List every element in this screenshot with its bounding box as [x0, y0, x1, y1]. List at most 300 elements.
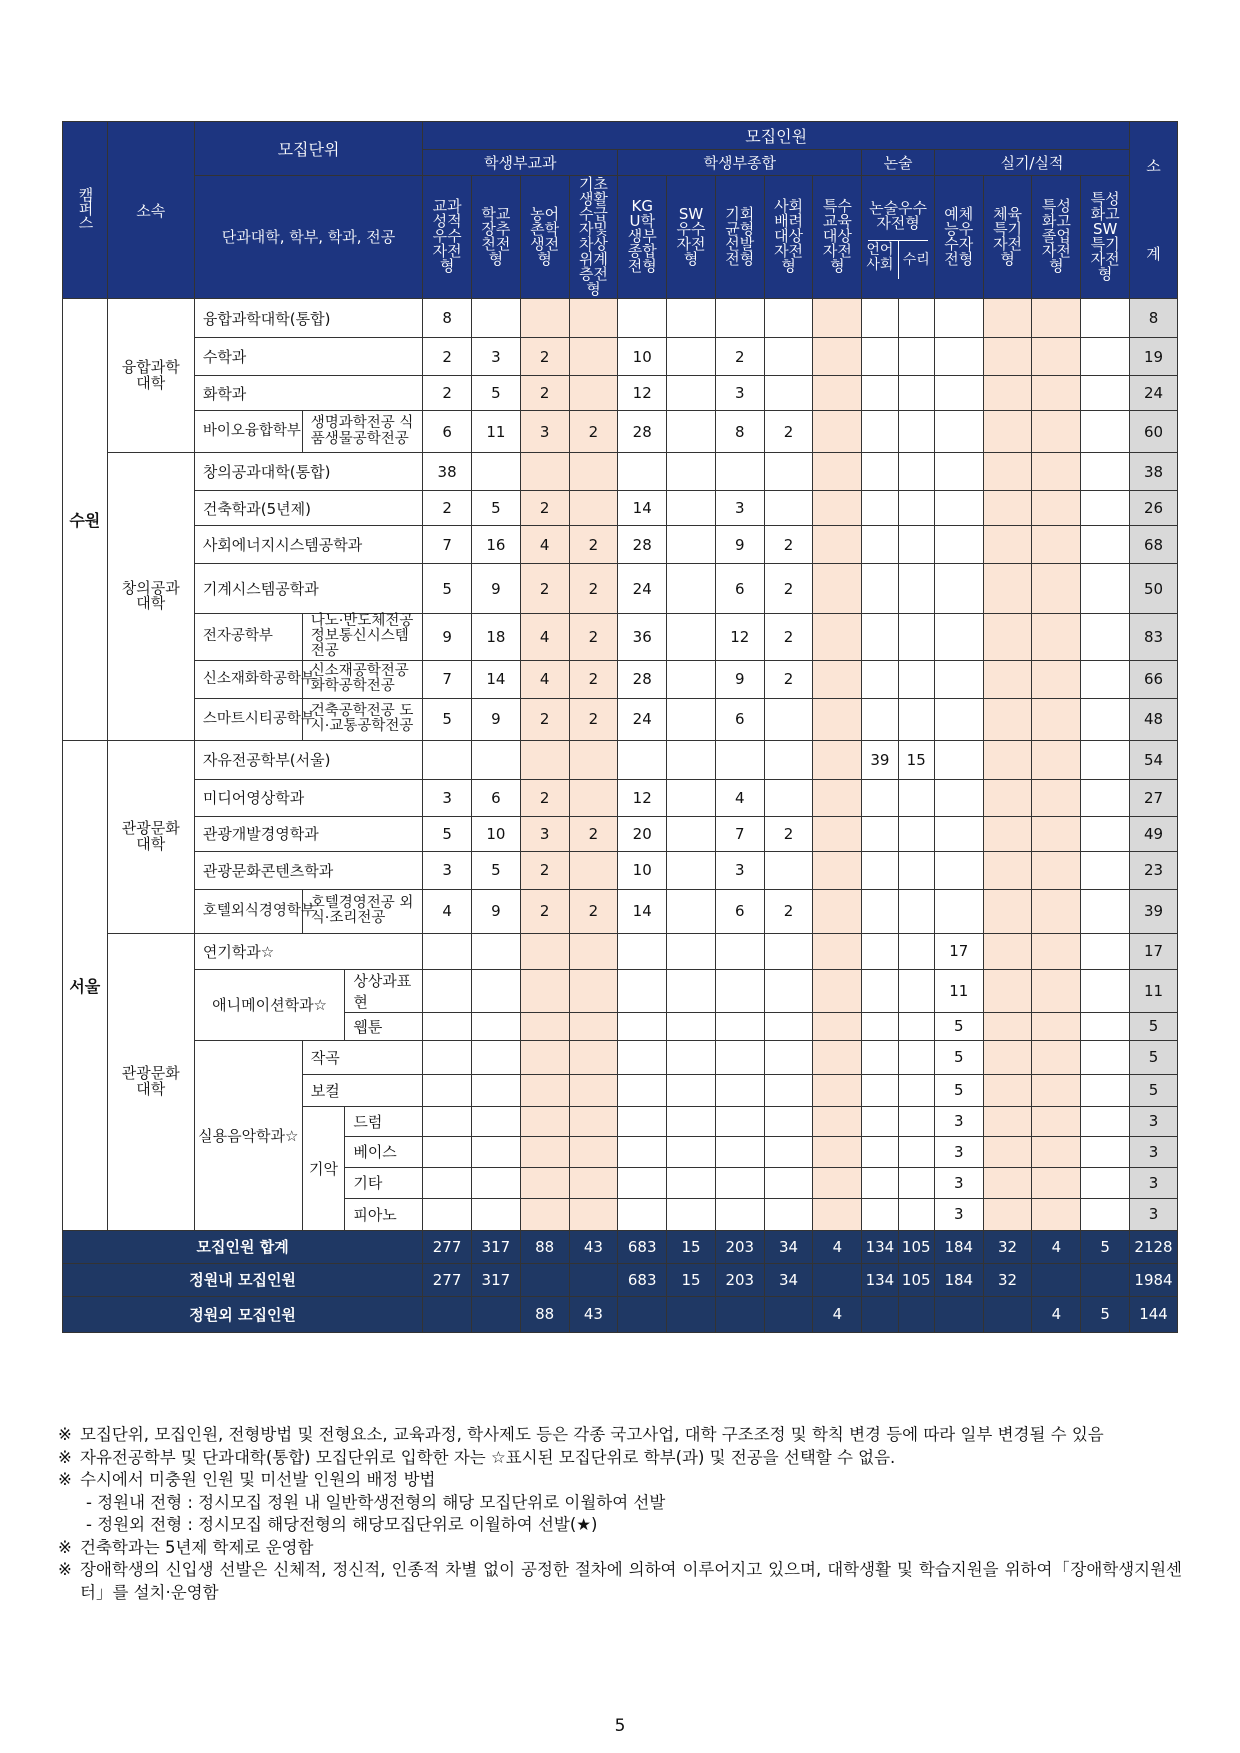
value-cell — [813, 491, 862, 526]
value-cell: 8 — [423, 299, 472, 338]
value-cell — [862, 969, 898, 1012]
value-cell — [667, 889, 716, 933]
table-row — [63, 698, 1178, 740]
value-cell — [813, 411, 862, 453]
notes-section — [58, 1424, 1182, 1604]
header-col-5-text: KGU학생부종합전형 — [627, 197, 657, 276]
value-cell — [1081, 1136, 1130, 1167]
header-col-7-text: 기회균형선발전형 — [725, 204, 755, 268]
value-cell — [667, 1074, 716, 1106]
value-cell: 28 — [618, 660, 667, 698]
note-item — [58, 1492, 1182, 1515]
value-cell — [862, 660, 898, 698]
value-cell: 3 — [934, 1198, 983, 1230]
value-cell — [618, 1012, 667, 1040]
value-cell — [471, 299, 520, 338]
header-col-1-text: 교과성적우수자전형 — [432, 197, 462, 276]
value-cell: 10 — [618, 338, 667, 376]
value-cell: 10 — [471, 816, 520, 851]
header-recruit: 모집인원 — [423, 122, 1130, 150]
footer-value: 15 — [667, 1230, 716, 1263]
value-cell — [813, 1136, 862, 1167]
value-cell — [862, 1198, 898, 1230]
footer-value — [934, 1296, 983, 1332]
table-row — [63, 889, 1178, 933]
value-cell — [983, 1167, 1032, 1198]
value-cell: 2 — [715, 338, 764, 376]
value-cell: 2 — [569, 660, 618, 698]
value-cell — [715, 1040, 764, 1074]
value-cell — [898, 1106, 934, 1136]
value-cell: 2 — [520, 698, 569, 740]
value-cell — [764, 969, 813, 1012]
major-name: 기타 — [345, 1167, 423, 1198]
value-cell — [934, 491, 983, 526]
note-text: - 정원내 전형 : 정시모집 정원 내 일반학생전형의 해당 모집단위로 이월하여 선발 — [86, 1492, 666, 1512]
value-cell — [1081, 338, 1130, 376]
row-total: 24 — [1130, 376, 1178, 411]
value-cell — [898, 1198, 934, 1230]
college-cell — [107, 933, 194, 1230]
value-cell: 24 — [618, 564, 667, 614]
value-cell: 3 — [934, 1136, 983, 1167]
footer-value: 277 — [423, 1230, 472, 1263]
value-cell — [764, 1074, 813, 1106]
value-cell — [1032, 698, 1081, 740]
admission-table-wrapper — [62, 121, 1178, 1333]
value-cell — [764, 1167, 813, 1198]
major-name: 베이스 — [345, 1136, 423, 1167]
value-cell — [520, 1012, 569, 1040]
value-cell — [1081, 453, 1130, 491]
value-cell: 14 — [618, 491, 667, 526]
value-cell — [618, 299, 667, 338]
value-cell — [862, 698, 898, 740]
value-cell — [667, 660, 716, 698]
unit-name: 자유전공학부(서울) — [194, 740, 422, 779]
table-row — [63, 816, 1178, 851]
college-name: 창의공과대학 — [121, 578, 180, 613]
footer-value: 317 — [471, 1230, 520, 1263]
value-cell — [862, 889, 898, 933]
campus-seoul: 서울 — [63, 740, 108, 1230]
note-mark: ※ — [58, 1470, 72, 1489]
major-name: 신소재공학전공 화학공학전공 — [302, 660, 422, 698]
table-row — [63, 338, 1178, 376]
value-cell — [667, 1040, 716, 1074]
value-cell: 10 — [618, 851, 667, 889]
row-total: 5 — [1130, 1074, 1178, 1106]
value-cell — [934, 338, 983, 376]
value-cell — [983, 779, 1032, 816]
value-cell — [862, 1106, 898, 1136]
value-cell — [813, 299, 862, 338]
header-col-essay-title: 논술우수자전형 — [868, 195, 928, 242]
header-col-3 — [520, 175, 569, 298]
value-cell — [983, 1040, 1032, 1074]
value-cell: 3 — [934, 1167, 983, 1198]
value-cell — [1032, 889, 1081, 933]
footer-value: 683 — [618, 1230, 667, 1263]
value-cell — [934, 851, 983, 889]
value-cell — [667, 299, 716, 338]
value-cell — [1081, 411, 1130, 453]
value-cell — [764, 933, 813, 969]
value-cell — [667, 969, 716, 1012]
row-total: 54 — [1130, 740, 1178, 779]
note-text: - 정원외 전형 : 정시모집 해당전형의 해당모집단위로 이월하여 선발(★) — [86, 1515, 598, 1534]
value-cell: 2 — [569, 889, 618, 933]
value-cell — [715, 1012, 764, 1040]
footer-value — [423, 1296, 472, 1332]
value-cell: 12 — [715, 614, 764, 661]
value-cell: 28 — [618, 526, 667, 564]
value-cell — [898, 526, 934, 564]
row-total: 3 — [1130, 1198, 1178, 1230]
value-cell — [898, 376, 934, 411]
value-cell — [715, 299, 764, 338]
value-cell: 11 — [934, 969, 983, 1012]
value-cell — [813, 851, 862, 889]
unit-name: 화학과 — [194, 376, 422, 411]
value-cell — [813, 376, 862, 411]
value-cell — [520, 933, 569, 969]
footer-value — [520, 1263, 569, 1296]
value-cell: 8 — [715, 411, 764, 453]
value-cell — [898, 851, 934, 889]
value-cell: 24 — [618, 698, 667, 740]
value-cell — [423, 969, 472, 1012]
value-cell — [1032, 614, 1081, 661]
value-cell: 7 — [715, 816, 764, 851]
value-cell — [569, 779, 618, 816]
footer-value: 317 — [471, 1263, 520, 1296]
table-body — [63, 299, 1178, 1231]
value-cell — [667, 779, 716, 816]
value-cell: 5 — [934, 1040, 983, 1074]
value-cell: 11 — [471, 411, 520, 453]
value-cell — [1081, 1106, 1130, 1136]
value-cell — [569, 1040, 618, 1074]
college-name: 관광문화대학 — [121, 1063, 180, 1098]
value-cell: 5 — [471, 376, 520, 411]
value-cell — [898, 969, 934, 1012]
value-cell — [813, 779, 862, 816]
value-cell — [423, 933, 472, 969]
value-cell: 6 — [715, 564, 764, 614]
header-col-14-text: 특성화고SW특기자전형 — [1090, 189, 1120, 283]
value-cell — [667, 526, 716, 564]
value-cell: 2 — [423, 338, 472, 376]
value-cell — [934, 698, 983, 740]
footer-value: 4 — [813, 1230, 862, 1263]
value-cell — [862, 614, 898, 661]
footer-row — [63, 1263, 1178, 1296]
major-name: 피아노 — [345, 1198, 423, 1230]
row-total: 38 — [1130, 453, 1178, 491]
value-cell — [1081, 376, 1130, 411]
value-cell: 4 — [520, 526, 569, 564]
footer-value — [764, 1296, 813, 1332]
header-col-3-text: 농어촌학생전형 — [530, 204, 560, 268]
value-cell — [1032, 740, 1081, 779]
value-cell: 9 — [471, 698, 520, 740]
footer-row — [63, 1230, 1178, 1263]
value-cell — [934, 411, 983, 453]
value-cell — [667, 453, 716, 491]
major-name: 건축공학전공 도시·교통공학전공 — [302, 698, 422, 740]
value-cell — [520, 740, 569, 779]
value-cell — [1032, 969, 1081, 1012]
footer-value: 15 — [667, 1263, 716, 1296]
value-cell — [983, 453, 1032, 491]
value-cell — [569, 299, 618, 338]
value-cell — [862, 564, 898, 614]
footer-value: 43 — [569, 1296, 618, 1332]
value-cell — [862, 491, 898, 526]
unit-name: 기계시스템공학과 — [194, 564, 422, 614]
row-total: 66 — [1130, 660, 1178, 698]
value-cell: 6 — [423, 411, 472, 453]
value-cell — [813, 933, 862, 969]
value-cell: 9 — [471, 889, 520, 933]
value-cell — [983, 1136, 1032, 1167]
value-cell: 2 — [520, 564, 569, 614]
value-cell — [1081, 1040, 1130, 1074]
value-cell — [983, 411, 1032, 453]
footer-value — [862, 1296, 898, 1332]
value-cell: 14 — [618, 889, 667, 933]
table-row — [63, 1040, 1178, 1074]
value-cell — [618, 453, 667, 491]
unit-name: 관광개발경영학과 — [194, 816, 422, 851]
value-cell — [569, 338, 618, 376]
value-cell — [764, 851, 813, 889]
row-total: 68 — [1130, 526, 1178, 564]
footer-value: 134 — [862, 1263, 898, 1296]
value-cell: 3 — [423, 779, 472, 816]
value-cell — [569, 453, 618, 491]
value-cell — [618, 969, 667, 1012]
value-cell — [1032, 491, 1081, 526]
note-item — [58, 1514, 1182, 1537]
value-cell — [667, 1012, 716, 1040]
row-total: 39 — [1130, 889, 1178, 933]
unit-name: 건축학과(5년제) — [194, 491, 422, 526]
value-cell — [898, 1040, 934, 1074]
footer-value — [618, 1296, 667, 1332]
note-mark: ※ — [58, 1537, 72, 1557]
footer-value: 43 — [569, 1230, 618, 1263]
value-cell: 3 — [423, 851, 472, 889]
footer-value — [715, 1296, 764, 1332]
value-cell — [983, 851, 1032, 889]
footer-value — [983, 1296, 1032, 1332]
header-group-essay: 논술 — [862, 150, 935, 175]
value-cell — [569, 1198, 618, 1230]
value-cell — [569, 851, 618, 889]
header-col-4 — [569, 175, 618, 298]
table-row — [63, 411, 1178, 453]
value-cell — [667, 376, 716, 411]
value-cell: 2 — [764, 614, 813, 661]
value-cell: 9 — [471, 564, 520, 614]
unit-name: 사회에너지시스템공학과 — [194, 526, 422, 564]
value-cell — [618, 1136, 667, 1167]
footer-value: 4 — [1032, 1296, 1081, 1332]
value-cell — [764, 1040, 813, 1074]
value-cell — [520, 1106, 569, 1136]
value-cell — [898, 1136, 934, 1167]
value-cell — [667, 1198, 716, 1230]
value-cell — [1032, 816, 1081, 851]
value-cell: 2 — [520, 376, 569, 411]
value-cell — [1081, 299, 1130, 338]
footer-value: 5 — [1081, 1296, 1130, 1332]
value-cell: 14 — [471, 660, 520, 698]
note-mark: ※ — [58, 1425, 72, 1444]
value-cell: 2 — [764, 889, 813, 933]
value-cell — [1032, 1198, 1081, 1230]
value-cell — [1081, 1167, 1130, 1198]
major-name: 보컬 — [302, 1074, 422, 1106]
value-cell — [423, 1167, 472, 1198]
value-cell — [934, 526, 983, 564]
value-cell — [898, 779, 934, 816]
header-group-practical: 실기/실적 — [934, 150, 1129, 175]
value-cell — [934, 453, 983, 491]
unit-name: 수학과 — [194, 338, 422, 376]
unit-name: 애니메이션학과☆ — [194, 969, 345, 1040]
value-cell — [667, 740, 716, 779]
value-cell — [667, 1167, 716, 1198]
value-cell — [813, 338, 862, 376]
value-cell — [423, 1198, 472, 1230]
college-name: 관광문화대학 — [121, 818, 180, 853]
value-cell — [471, 1198, 520, 1230]
value-cell — [813, 889, 862, 933]
row-total: 3 — [1130, 1106, 1178, 1136]
value-cell — [667, 1136, 716, 1167]
value-cell — [934, 614, 983, 661]
value-cell — [1081, 564, 1130, 614]
note-item — [58, 1447, 1182, 1470]
value-cell — [1081, 779, 1130, 816]
value-cell: 12 — [618, 376, 667, 411]
value-cell — [898, 453, 934, 491]
major-name: 상상과표현 — [345, 969, 423, 1012]
header-col-11 — [934, 175, 983, 298]
value-cell: 15 — [898, 740, 934, 779]
value-cell: 6 — [715, 889, 764, 933]
table-row — [63, 376, 1178, 411]
footer-value: 184 — [934, 1263, 983, 1296]
table-footer — [63, 1230, 1178, 1332]
row-total: 3 — [1130, 1136, 1178, 1167]
header-col-2 — [471, 175, 520, 298]
value-cell: 9 — [715, 660, 764, 698]
value-cell — [667, 698, 716, 740]
footer-total: 1984 — [1130, 1263, 1178, 1296]
value-cell — [1081, 816, 1130, 851]
value-cell — [983, 614, 1032, 661]
unit-name: 창의공과대학(통합) — [194, 453, 422, 491]
row-total: 17 — [1130, 933, 1178, 969]
value-cell: 3 — [934, 1106, 983, 1136]
value-cell — [520, 969, 569, 1012]
value-cell — [898, 564, 934, 614]
value-cell: 4 — [715, 779, 764, 816]
value-cell — [813, 660, 862, 698]
value-cell — [618, 1040, 667, 1074]
value-cell — [618, 1106, 667, 1136]
value-cell: 16 — [471, 526, 520, 564]
header-col-1 — [423, 175, 472, 298]
value-cell: 2 — [520, 889, 569, 933]
value-cell — [520, 1074, 569, 1106]
value-cell — [1081, 1012, 1130, 1040]
footer-value: 277 — [423, 1263, 472, 1296]
row-total: 23 — [1130, 851, 1178, 889]
unit-name: 관광문화콘텐츠학과 — [194, 851, 422, 889]
footer-value: 203 — [715, 1263, 764, 1296]
header-col-12 — [983, 175, 1032, 298]
note-mark: ※ — [58, 1447, 72, 1467]
value-cell — [618, 740, 667, 779]
value-cell — [898, 1012, 934, 1040]
value-cell — [520, 299, 569, 338]
value-cell — [813, 1074, 862, 1106]
footer-value: 34 — [764, 1230, 813, 1263]
value-cell — [862, 1012, 898, 1040]
value-cell — [715, 1167, 764, 1198]
value-cell — [715, 453, 764, 491]
value-cell: 2 — [569, 614, 618, 661]
value-cell — [1081, 1074, 1130, 1106]
value-cell: 28 — [618, 411, 667, 453]
value-cell — [569, 491, 618, 526]
note-text: 모집단위, 모집인원, 전형방법 및 전형요소, 교육과정, 학사제도 등은 각종 국고사업, 대학 구조조정 및 학칙 변경 등에 따라 일부 변경될 수 있음 — [80, 1425, 1104, 1444]
value-cell — [983, 491, 1032, 526]
header-col-5 — [618, 175, 667, 298]
value-cell: 2 — [569, 816, 618, 851]
footer-value: 4 — [813, 1296, 862, 1332]
value-cell: 18 — [471, 614, 520, 661]
value-cell — [1081, 740, 1130, 779]
value-cell — [1081, 969, 1130, 1012]
header-col-9-text: 특수교육대상자전형 — [822, 197, 852, 276]
note-text: 수시에서 미충원 인원 및 미선발 인원의 배정 방법 — [80, 1470, 436, 1489]
header-campus — [63, 122, 108, 299]
value-cell — [1032, 453, 1081, 491]
value-cell — [715, 1106, 764, 1136]
value-cell — [1032, 1106, 1081, 1136]
value-cell — [764, 1198, 813, 1230]
table-row — [63, 933, 1178, 969]
value-cell — [1032, 1040, 1081, 1074]
value-cell — [862, 299, 898, 338]
major-name: 웹툰 — [345, 1012, 423, 1040]
footer-value: 5 — [1081, 1230, 1130, 1263]
value-cell: 9 — [423, 614, 472, 661]
value-cell — [520, 1167, 569, 1198]
note-item — [58, 1424, 1182, 1447]
value-cell — [983, 1198, 1032, 1230]
header-col-12-text: 체육특기자전형 — [993, 204, 1023, 268]
value-cell — [667, 564, 716, 614]
unit-name: 신소재화학공학부 — [194, 660, 302, 698]
unit-name: 미디어영상학과 — [194, 779, 422, 816]
